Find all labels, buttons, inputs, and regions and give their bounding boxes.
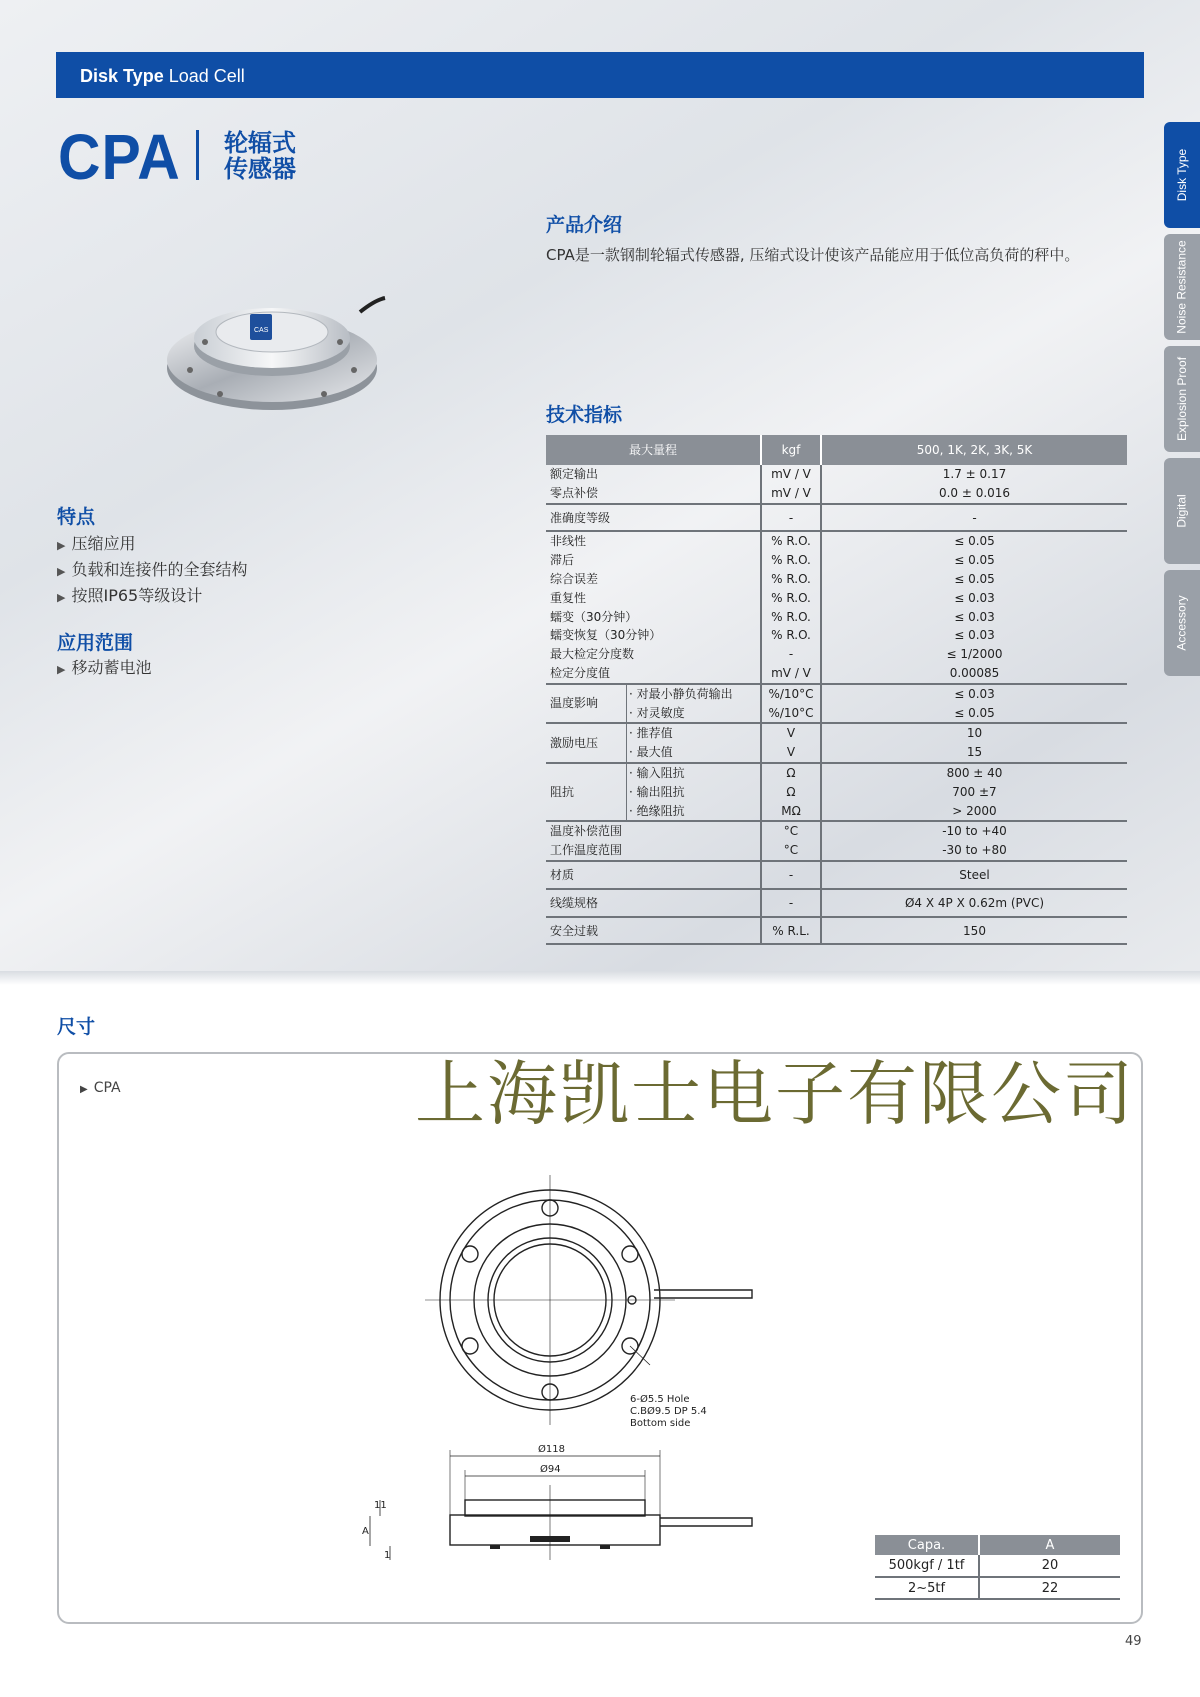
- capacity-table: [875, 1535, 1120, 1600]
- company-watermark: 上海凯士电子有限公司: [415, 1053, 1135, 1135]
- dim-height-11: 11: [374, 1500, 387, 1511]
- header-title-rest: Load Cell: [163, 66, 245, 86]
- triangle-bullet-icon: ▶: [57, 663, 66, 676]
- category-header-bar: [56, 52, 1144, 98]
- spec-param-cell: [546, 684, 761, 724]
- spec-param-cell: 额定输出 零点补偿: [550, 467, 599, 500]
- spec-value-cell: Steel: [821, 861, 1127, 889]
- table-row: [875, 1577, 1120, 1599]
- table-row: [546, 763, 1127, 821]
- spec-value-cell: 150: [821, 917, 1127, 945]
- hole-note-line3: Bottom side: [630, 1418, 691, 1429]
- table-row: [546, 889, 1127, 917]
- spec-param-cell: [546, 723, 761, 763]
- spec-value-cell: ≤ 0.05 ≤ 0.05 ≤ 0.05 ≤ 0.03 ≤ 0.03 ≤ 0.03 ≤ 1/2000 0.00085: [821, 531, 1127, 683]
- table-row: [546, 821, 1127, 861]
- spec-param-cell: 材质: [550, 867, 575, 882]
- spec-unit-cell: Ω Ω MΩ: [761, 763, 821, 821]
- dim-outer-diameter: Ø118: [538, 1444, 565, 1455]
- table-row: [546, 465, 1127, 504]
- tab-digital[interactable]: Digital: [1164, 458, 1200, 564]
- features-list: [57, 532, 247, 610]
- technical-drawing: [360, 1150, 760, 1600]
- triangle-bullet-icon: ▶: [57, 591, 66, 604]
- svg-text:CAS: CAS: [254, 327, 269, 334]
- list-item: ▶ 按照IP65等级设计: [57, 586, 203, 605]
- intro-text: CPA是一款钢制轮辐式传感器, 压缩式设计使该产品能应用于低位高负荷的秤中。: [546, 246, 1080, 264]
- specs-heading: 技术指标: [546, 404, 623, 426]
- spec-value-cell: 800 ± 40 700 ±7 > 2000: [821, 763, 1127, 821]
- features-heading: 特点: [57, 506, 96, 528]
- list-item: ▶ 压缩应用: [57, 534, 136, 553]
- tab-disk-type[interactable]: Disk Type: [1164, 122, 1200, 228]
- triangle-bullet-icon: ▶: [57, 539, 66, 552]
- spec-value-cell: ≤ 0.03 ≤ 0.05: [821, 684, 1127, 724]
- spec-unit-cell: -: [761, 889, 821, 917]
- dim-inner-diameter: Ø94: [540, 1464, 561, 1475]
- applications-heading: 应用范围: [57, 632, 134, 654]
- intro-heading: 产品介绍: [546, 214, 623, 236]
- table-row: [546, 531, 1127, 683]
- list-item: ▶ 移动蓄电池: [57, 658, 152, 677]
- spec-unit-cell: % R.L.: [761, 917, 821, 945]
- spec-unit-cell: mV / V mV / V: [761, 465, 821, 504]
- hole-note-line1: 6-Ø5.5 Hole: [630, 1394, 690, 1405]
- spec-group-label: 阻抗: [550, 784, 575, 799]
- spec-param-cell: 非线性 滞后 综合误差 重复性 蠕变（30分钟） 蠕变恢复（30分钟） 最大检定分度数 检定分度值: [550, 534, 662, 680]
- spec-sub-labels: · 对最小静负荷输出 · 对灵敏度: [626, 685, 760, 723]
- spec-header-unit: kgf: [761, 435, 821, 465]
- spec-table: [546, 435, 1127, 945]
- spec-value-cell: -10 to +40 -30 to +80: [821, 821, 1127, 861]
- capa-cell: 20: [979, 1555, 1120, 1577]
- capa-header-row: [875, 1535, 1120, 1555]
- drawing-label: ▶ CPA: [80, 1080, 121, 1096]
- dimensions-heading: 尺寸: [57, 1016, 96, 1038]
- spec-group-label: 温度影响: [550, 696, 599, 711]
- tab-accessory[interactable]: Accessory: [1164, 570, 1200, 676]
- table-row: [546, 861, 1127, 889]
- capa-header-capa: Capa.: [875, 1535, 979, 1555]
- spec-unit-cell: -: [761, 861, 821, 889]
- header-title-bold: Disk Type: [80, 66, 164, 86]
- product-subtitle: 轮辐式传感器: [224, 129, 296, 183]
- spec-param-cell: 安全过载: [550, 923, 599, 938]
- spec-header-row: [546, 435, 1127, 465]
- product-name: CPA: [58, 121, 181, 193]
- spec-unit-cell: %/10°C %/10°C: [761, 684, 821, 724]
- spec-sub-labels: · 输入阻抗 · 输出阻抗 · 绝缘阻抗: [626, 764, 760, 820]
- page-number: 49: [1125, 1634, 1142, 1649]
- spec-value-cell: 10 15: [821, 723, 1127, 763]
- spec-unit-cell: °C °C: [761, 821, 821, 861]
- spec-unit-cell: V V: [761, 723, 821, 763]
- table-row: [546, 504, 1127, 532]
- hole-note-line2: C.BØ9.5 DP 5.4: [630, 1406, 707, 1417]
- spec-unit-cell: -: [761, 504, 821, 532]
- spec-header-capacity: 500, 1K, 2K, 3K, 5K: [821, 435, 1127, 465]
- tab-noise-resistance[interactable]: Noise Resistance: [1164, 234, 1200, 340]
- spec-param-cell: 线缆规格: [550, 895, 599, 910]
- table-row: [546, 723, 1127, 763]
- load-cell-image: [160, 290, 390, 420]
- triangle-bullet-icon: ▶: [57, 565, 66, 578]
- tab-explosion-proof[interactable]: Explosion Proof: [1164, 346, 1200, 452]
- dim-height-1: 1: [384, 1550, 391, 1561]
- table-row: [546, 684, 1127, 724]
- spec-param-cell: 准确度等级: [550, 510, 611, 525]
- spec-value-cell: 1.7 ± 0.17 0.0 ± 0.016: [821, 465, 1127, 504]
- spec-param-cell: [546, 763, 761, 821]
- title-divider: [196, 130, 199, 180]
- spec-unit-cell: % R.O. % R.O. % R.O. % R.O. % R.O. % R.O. - mV / V: [761, 531, 821, 683]
- capa-cell: 500kgf / 1tf: [875, 1555, 979, 1577]
- capa-cell: 22: [979, 1577, 1120, 1599]
- spec-header-param: 最大量程: [546, 435, 761, 465]
- list-item: ▶ 负载和连接件的全套结构: [57, 560, 248, 579]
- table-row: [875, 1555, 1120, 1577]
- table-row: [546, 917, 1127, 945]
- capa-cell: 2~5tf: [875, 1577, 979, 1599]
- spec-group-label: 激励电压: [550, 735, 599, 750]
- capa-header-a: A: [979, 1535, 1120, 1555]
- spec-sub-labels: · 推荐值 · 最大值: [626, 724, 760, 762]
- spec-value-cell: -: [821, 504, 1127, 532]
- applications-list: [57, 656, 151, 682]
- spec-param-cell: 温度补偿范围 工作温度范围: [550, 824, 623, 858]
- spec-value-cell: Ø4 X 4P X 0.62m (PVC): [821, 889, 1127, 917]
- triangle-bullet-icon: ▶: [80, 1084, 88, 1095]
- dim-height-A: A: [362, 1526, 369, 1537]
